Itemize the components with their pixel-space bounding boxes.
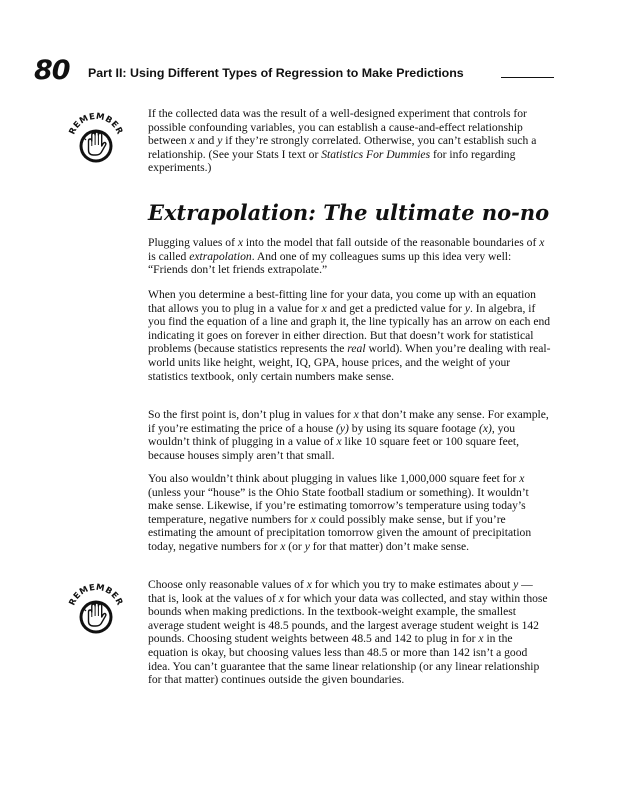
- remember-label: REMEMBER: [67, 111, 125, 137]
- page-number: 80: [34, 55, 70, 86]
- running-header-title: Part II: Using Different Types of Regression to Make Predictions: [88, 66, 464, 80]
- paragraph-reasonable-values: Choose only reasonable values of x for which you try to make estimates about y — that is, look at the values of x for which your data was collected, and stay within those bounds when making predictions. In the textbook-weight example, the smallest average student weight is 48.5 pounds, and the largest average student weight is 142 pounds. Choosing student weights between 48.5 and 142 to plug in for x in the equation is okay, but choosing values less than 48.5 or more than 142 isn’t a good idea. You can’t guarantee that the same linear relationship (or any linear relationship for that matter) continues outside the given boundaries.: [148, 578, 548, 687]
- paragraph-best-fitting-line: When you determine a best-fitting line for your data, you come up with an equation that allows you to plug in a value for x and get a predicted value for y. In algebra, if you find the equation of a line and graph it, the line typically has an arrow on each end indicating it goes on forever in either direction. But that doesn’t work for statistical problems (because statistics represents the real world). When you’re dealing with real-world units like height, weight, IQ, GPA, house prices, and the weight of your statistics textbook, only certain numbers make sense.: [148, 288, 551, 383]
- remember-icon: [64, 573, 128, 637]
- remember-label: REMEMBER: [67, 582, 125, 608]
- header-rule: [501, 77, 554, 78]
- section-heading: Extrapolation: The ultimate no-no: [148, 200, 550, 225]
- paragraph-cause-effect: If the collected data was the result of a well-designed experiment that controls for possible confounding variables, you can establish a cause-and-effect relationship between x and y if they’re strongly correlated. Otherwise, you can’t establish such a relationship. (See your Stats I text or Statistics For Dummies for info regarding experiments.): [148, 107, 537, 175]
- remember-icon: [64, 102, 128, 166]
- paragraph-large-values: You also wouldn’t think about plugging in values like 1,000,000 square feet for x (unless your “house” is the Ohio State football stadium or something). It wouldn’t make sense. Likewise, if you’re estimating tomorrow’s temperature using today’s temperature, negative numbers for x could possibly make sense, but if you’re estimating the amount of precipitation tomorrow given the amount of precipitation today, negative numbers for x (or y for that matter) don’t make sense.: [148, 472, 532, 553]
- paragraph-extrapolation-definition: Plugging values of x into the model that fall outside of the reasonable boundaries of x is called extrapolation. And one of my colleagues sums up this idea very well: “Friends don’t let friends extrapolate.”: [148, 236, 545, 277]
- running-header: [34, 56, 554, 86]
- paragraph-first-point: So the first point is, don’t plug in values for x that don’t make any sense. For example, if you’re estimating the price of a house (y) by using its square footage (x), you wouldn’t think of plugging in a value of x like 10 square feet or 100 square feet, because houses simply aren’t that small.: [148, 408, 549, 462]
